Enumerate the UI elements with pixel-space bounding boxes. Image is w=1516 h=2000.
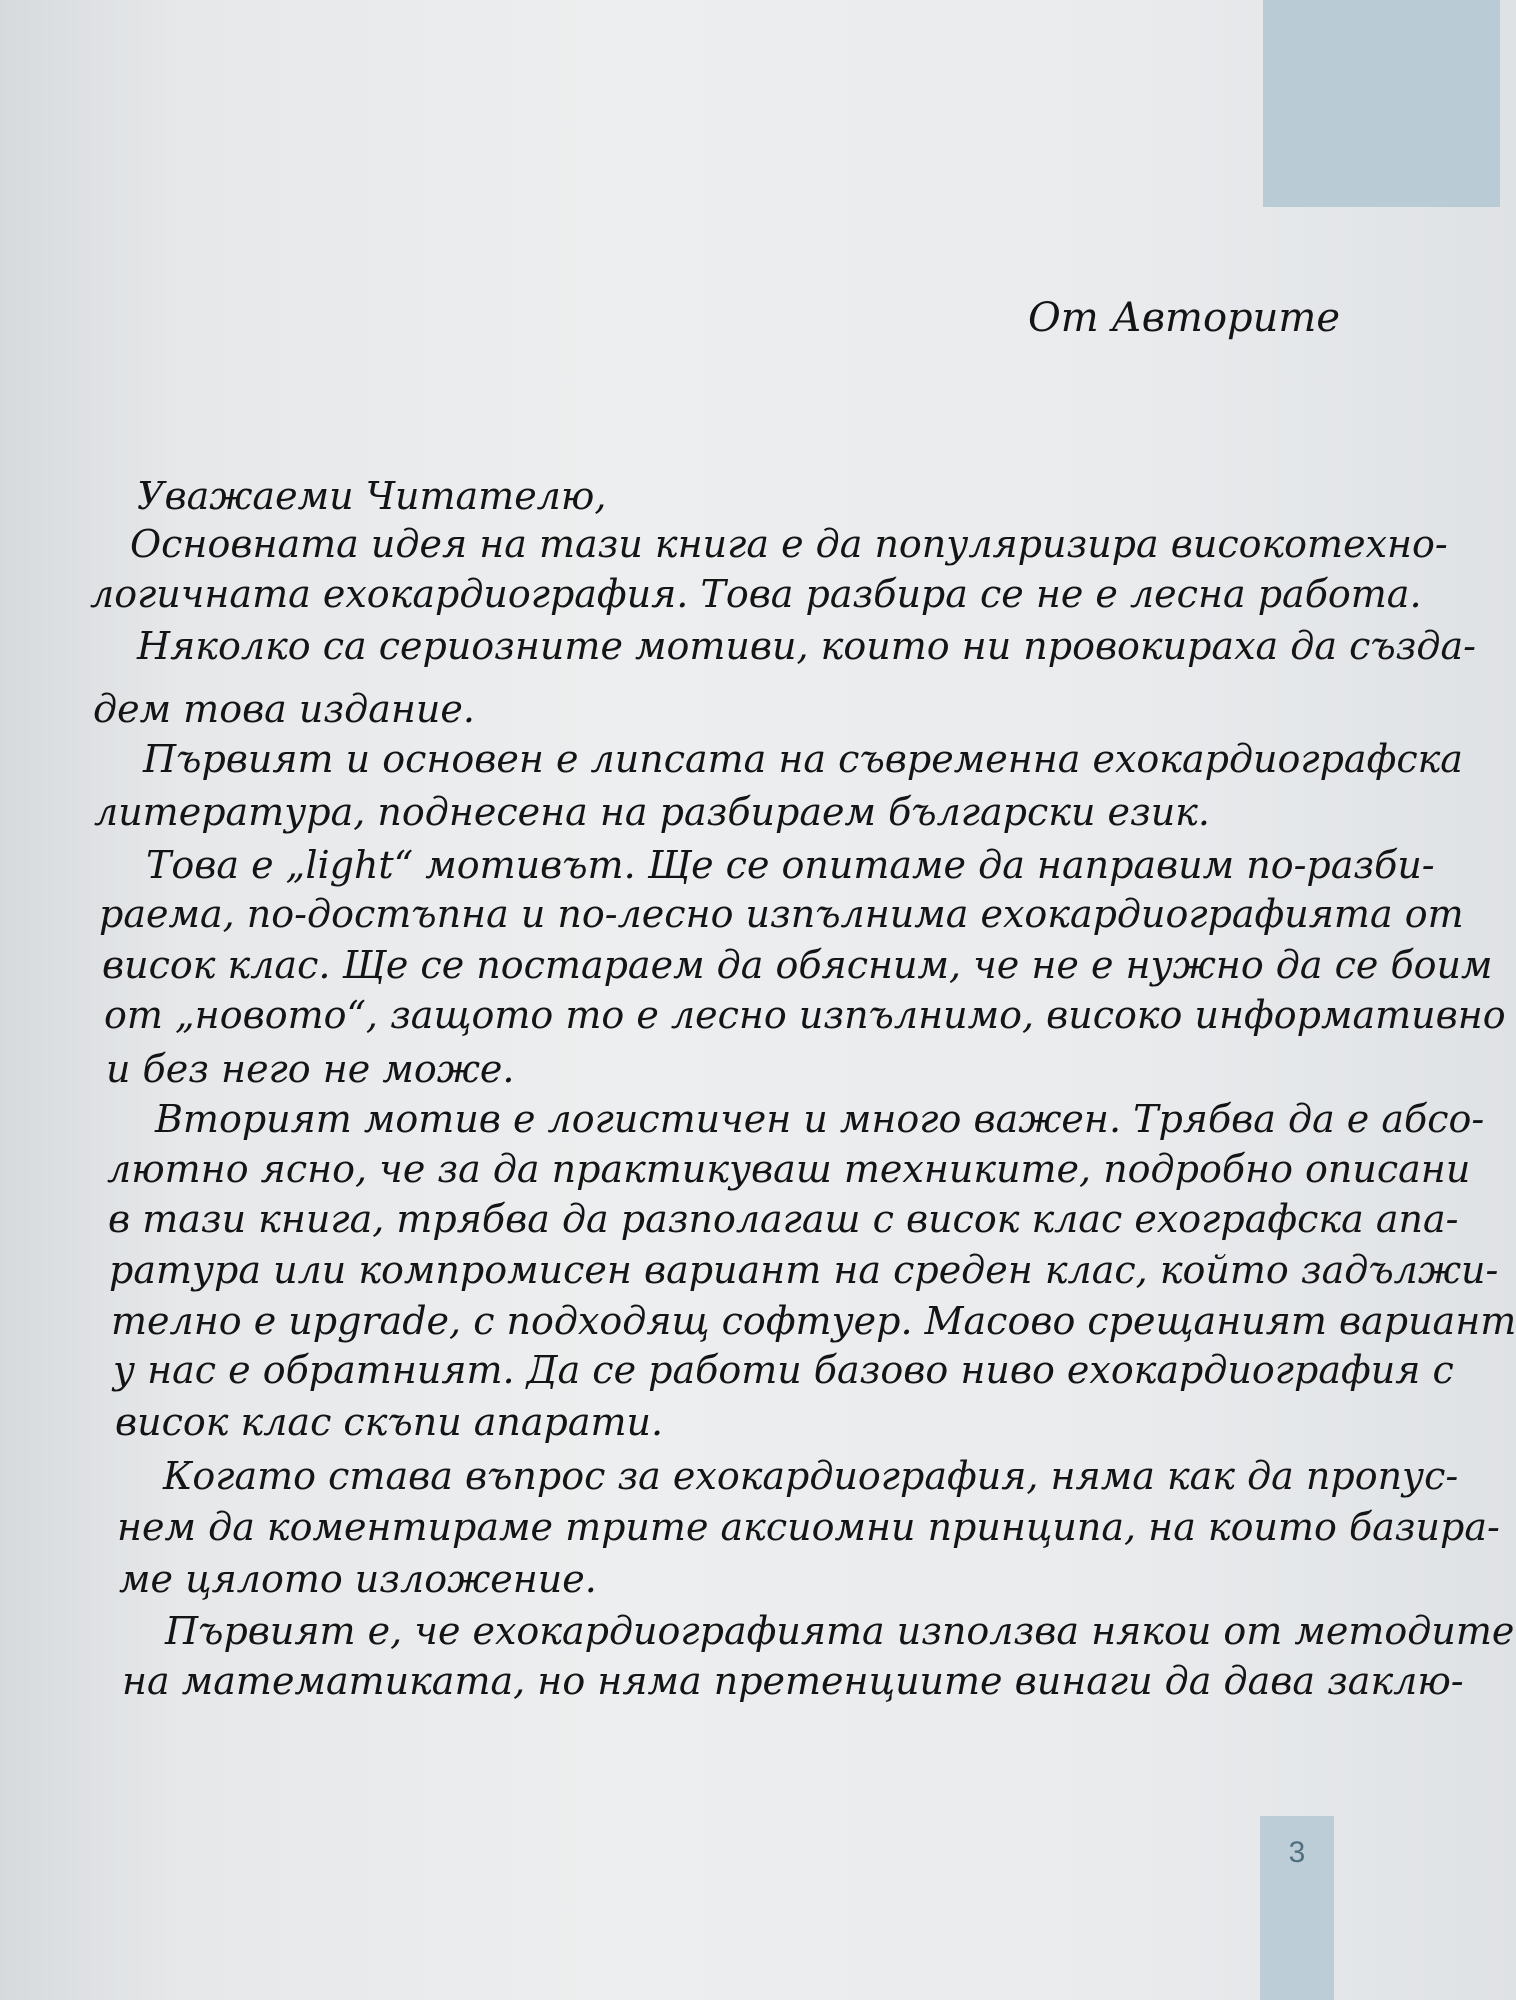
text-line: Няколко са сериозните мотиви, които ни провокираха да създа- (137, 624, 1476, 668)
text-line: ме цялото изложение. (119, 1557, 597, 1601)
text-line: от „новото“, защото то е лесно изпълнимо, високо информативно (104, 993, 1506, 1037)
text-line: и без него не може. (106, 1047, 515, 1091)
corner-color-tab (1263, 0, 1500, 207)
text-line: Когато става въпрос за ехокардиография, няма как да пропус- (163, 1454, 1459, 1498)
text-line: Основната идея на тази книга е да популяризира високотехно- (130, 522, 1448, 566)
text-line: раема, по-достъпна и по-лесно изпълнима ехокардиографията от (99, 892, 1464, 936)
text-line: Първият и основен е липсата на съвременна ехокардиографска (143, 737, 1463, 781)
section-heading: От Авторите (1028, 295, 1340, 341)
text-line: Вторият мотив е логистичен и много важен. Трябва да е абсо- (155, 1097, 1485, 1141)
text-line: Това е „light“ мотивът. Ще се опитаме да направим по-разби- (146, 843, 1435, 887)
text-line: дем това издание. (93, 687, 475, 731)
text-line: литература, поднесена на разбираем български език. (94, 790, 1210, 834)
text-line: ратура или компромисен вариант на среден клас, който задължи- (109, 1248, 1499, 1292)
text-line: телно е upgrade, с подходящ софтуер. Масово срещаният вариант (111, 1299, 1516, 1343)
text-line: Първият е, че ехокардиографията използва някои от методите (165, 1609, 1515, 1653)
page-number: 3 (1288, 1836, 1306, 1869)
text-line: висок клас. Ще се постараем да обясним, че не е нужно да се боим (102, 943, 1493, 987)
text-line: нем да коментираме трите аксиомни принципа, на които базира- (117, 1505, 1500, 1549)
text-line: в тази книга, трябва да разполагаш с висок клас ехографска апа- (108, 1197, 1459, 1241)
text-line: логичната ехокардиография. Това разбира се не е лесна работа. (90, 572, 1422, 616)
text-line: на математиката, но няма претенциите винаги да дава заклю- (122, 1659, 1464, 1703)
text-line: лютно ясно, че за да практикуваш техниките, подробно описани (107, 1147, 1471, 1191)
text-line: у нас е обратният. Да се работи базово ниво ехокардиография с (113, 1348, 1454, 1392)
text-line: Уважаеми Читателю, (137, 474, 607, 518)
text-line: висок клас скъпи апарати. (115, 1400, 664, 1444)
